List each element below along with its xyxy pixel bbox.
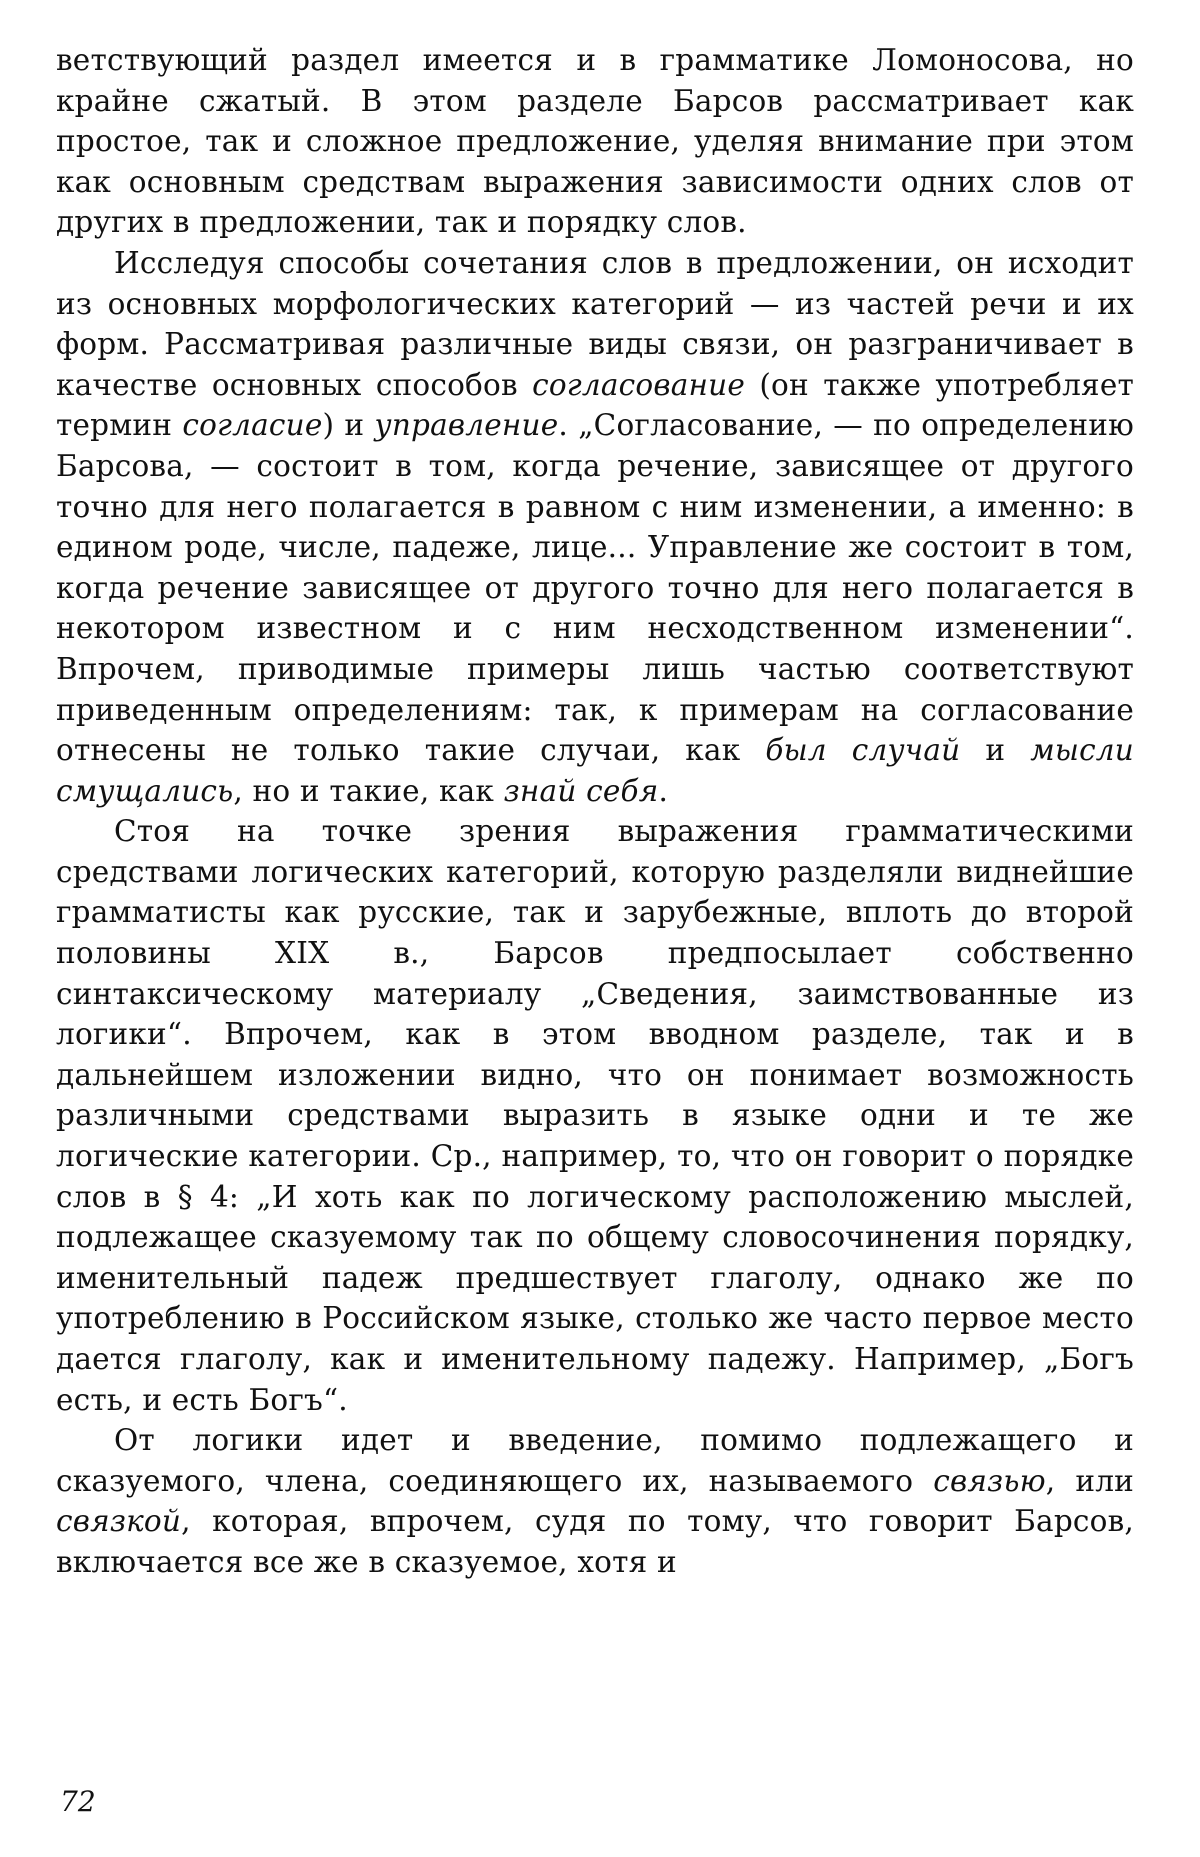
paragraph-2 xyxy=(56,243,1134,811)
text-segment: и xyxy=(960,733,1031,768)
italic-term: связкой xyxy=(56,1504,182,1539)
text-segment: (он также употребляет термин xyxy=(56,367,1134,443)
italic-term: связью xyxy=(933,1463,1046,1498)
page-number: 72 xyxy=(60,1785,96,1818)
text-segment: От логики идет и введение, помимо подлежащего и сказуемого, члена, соединяющего их, называемого xyxy=(56,1423,1134,1498)
text-segment: , которая, впрочем, судя по тому, что говорит Барсов, включается все же в сказуемое, хотя и xyxy=(56,1504,1134,1579)
italic-term: был случай xyxy=(765,733,961,768)
paragraph-1 xyxy=(56,40,1134,243)
paragraph-3 xyxy=(56,811,1134,1420)
italic-term: управление xyxy=(374,408,559,443)
italic-term: согласие xyxy=(182,408,323,443)
text-segment: ) и xyxy=(322,408,375,443)
italic-term: знай себя xyxy=(503,773,659,808)
text-segment: Стоя на точке зрения выражения грамматическими средствами логических категорий, которую разделяли виднейшие грамматисты как русские, так и зарубежные, вплоть до второй половины XIX в., Барсов предпосылает собственно синтаксическому материалу „Сведения, заимствованные из логики“. Впрочем, как в этом вводном разделе, так и в дальнейшем изложении видно, что он понимает возможность различными средствами выразить в языке одни и те же логические категории. Ср., например, то, что он говорит о порядке слов в § 4: „И хоть как по логическому расположению мыслей, подлежащее сказуемому так по общему словосочинения порядку, именительный падеж предшествует глаголу, однако же по употреблению в Российском языке, столько же часто первое место дается глаголу, как и именительному падежу. Например, „Богъ есть, и есть Богъ“. xyxy=(56,814,1134,1417)
paragraph-4 xyxy=(56,1420,1134,1582)
page-body xyxy=(56,40,1134,1583)
italic-term: согласование xyxy=(532,367,746,402)
italic-term: мысли смущались xyxy=(56,733,1134,808)
text-segment: ветствующий раздел имеется и в грамматике Ломоносова, но крайне сжатый. В этом разделе Барсов рассматривает как простое, так и сложное предложение, уделяя внимание при этом как основным средствам выражения зависимости одних слов от других в предложении, так и порядку слов. xyxy=(56,43,1134,240)
text-segment: . xyxy=(658,773,669,808)
text-segment: , или xyxy=(1045,1463,1134,1498)
text-segment: . „Согласование, — по определению Барсова, — состоит в том, когда речение, зависящее от другого точно для него полагается в равном с ним изменении, а именно: в едином роде, числе, падеже, лице... Управление же состоит в том, когда речение зависящее от другого точно для него полагается в некотором известном и с ним несходственном изменении“. Впрочем, приводимые примеры лишь частью соответствуют приведенным определениям: так, к примерам на согласование отнесены не только такие случаи, как xyxy=(56,408,1134,768)
text-segment: , но и такие, как xyxy=(233,773,504,808)
text-segment: Исследуя способы сочетания слов в предложении, он исходит из основных морфологических категорий — из частей речи и их форм. Рассматривая различные виды связи, он разграничивает в качестве основных способов xyxy=(56,245,1134,402)
